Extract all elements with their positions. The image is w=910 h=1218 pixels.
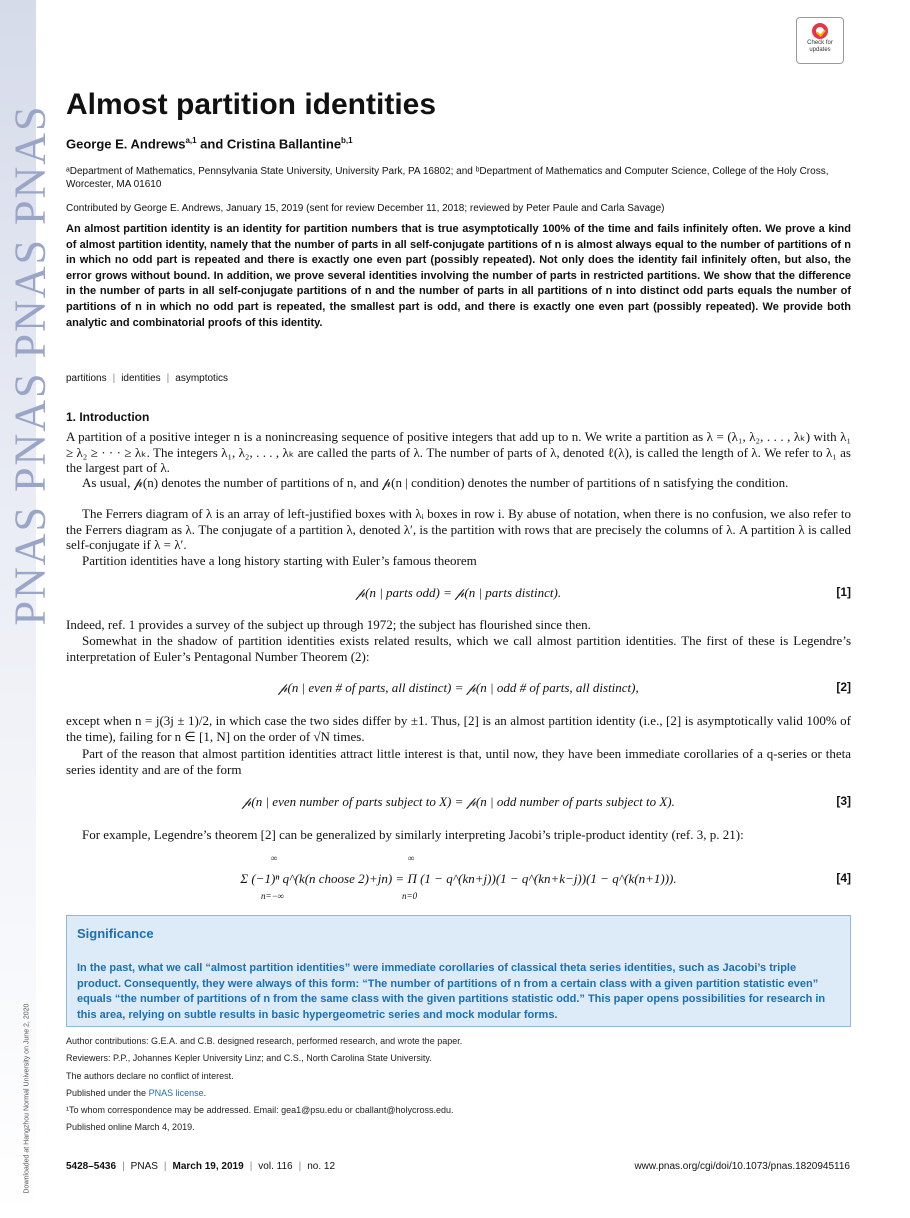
intro-paragraph-4: Partition identities have a long history starting with Euler’s famous theorem	[82, 553, 477, 568]
keyword-identities[interactable]: identities	[121, 373, 161, 384]
author-ballantine[interactable]: Cristina Ballantine	[226, 136, 342, 152]
author-contributions: Author contributions: G.E.A. and C.B. designed research, performed research, and wrote the paper.	[66, 1036, 463, 1046]
intro-paragraph-1: A partition of a positive integer n is a nonincreasing sequence of positive integers that add up to n. We write a partition as λ = (λ₁, λ₂, . . . , λₖ) with λ₁ ≥ λ₂ ≥ · · · ≥ λₖ. The integers λ₁, λ₂, . . . , λₖ are called the parts of λ. The number of parts of λ, denoted ℓ(λ), is called the length of λ. We refer to λ₁ as the largest part of λ.	[66, 429, 851, 476]
reviewers-note: Reviewers: P.P., Johannes Kepler University Linz; and C.S., North Carolina State University.	[66, 1053, 432, 1063]
equation-4-sum-upper: ∞	[271, 853, 278, 863]
author-andrews[interactable]: George E. Andrews	[66, 136, 186, 152]
significance-box	[66, 915, 851, 1027]
equation-2	[66, 680, 851, 698]
footer-pages: 5428–5436	[66, 1161, 117, 1172]
equation-1	[66, 585, 851, 603]
contributed-line: Contributed by George E. Andrews, January 15, 2019 (sent for review December 11, 2018; reviewed by Peter Paule and Carla Savage)	[66, 203, 665, 214]
footer-date: March 19, 2019	[172, 1161, 244, 1172]
intro-paragraph-9: For example, Legendre’s theorem [2] can be generalized by similarly interpreting Jacobi’s triple-product identity (ref. 3, p. 21):	[82, 827, 744, 842]
intro-paragraph-3: The Ferrers diagram of λ is an array of left-justified boxes with λᵢ boxes in row i. By abuse of notation, when there is no confusion, we also refer to the Ferrers diagram as λ. The conjugate of a partition λ, denoted λ′, is the partition with rows that are precisely the columns of λ. A partition λ is called self-conjugate if λ = λ′.	[66, 506, 851, 553]
equation-3	[66, 794, 851, 812]
keyword-partitions[interactable]: partitions	[66, 373, 107, 384]
abstract: An almost partition identity is an identity for partition numbers that is true asymptotically 100% of the time and fails infinitely often. We prove a kind of almost partition identity, namely that the number of parts in all self-conjugate partitions of n is almost always equal to the number of partitions of n in which no odd part is repeated and there is exactly one even part (possibly repeated). Not only does the identity fail infinitely often, but also, the error grows without bound. In addition, we prove several identities involving the number of parts in restricted partitions. We show that the difference in the number of parts in all self-conjugate partitions of n and the number of parts in all partitions of n into distinct odd parts equals the number of partitions of n in which no odd part is repeated, the smallest part is odd, and there is exactly one even part (possibly repeated). We provide both analytic and combinatorial proofs of this identity.	[66, 223, 851, 329]
section-heading-introduction: 1. Introduction	[66, 410, 150, 424]
footer-citation: 5428–5436 | PNAS | March 19, 2019 | vol. 116 | no. 12	[66, 1161, 336, 1172]
article-title: Almost partition identities	[66, 88, 437, 121]
equation-4-number[interactable]: [4]	[836, 871, 851, 885]
intro-paragraph-5: Indeed, ref. 1 provides a survey of the subject up through 1972; the subject has flourished since then.	[66, 617, 591, 632]
author-list	[66, 136, 353, 151]
equation-2-expr: 𝓅(n | even # of parts, all distinct) = 𝓅(n | odd # of parts, all distinct),	[278, 680, 639, 695]
check-updates-label-1: Check for	[807, 40, 833, 46]
license-note	[66, 1088, 206, 1098]
equation-4-prod-lower: n=0	[402, 891, 418, 901]
footer-doi-link[interactable]: www.pnas.org/cgi/doi/10.1073/pnas.1820945116	[634, 1161, 850, 1172]
pnas-license-link[interactable]: PNAS license	[148, 1088, 204, 1098]
intro-paragraph-2: As usual, 𝓅(n) denotes the number of partitions of n, and 𝓅(n | condition) denotes the number of partitions of n satisfying the condition.	[82, 475, 789, 490]
equation-1-expr: 𝓅(n | parts odd) = 𝓅(n | parts distinct).	[355, 585, 562, 600]
license-prefix: Published under the	[66, 1088, 149, 1098]
equation-4	[66, 853, 851, 903]
download-note: Downloaded at Hangzhou Normal University on June 2, 2020	[23, 1003, 31, 1194]
license-suffix: .	[203, 1088, 207, 1098]
equation-3-number[interactable]: [3]	[836, 794, 851, 808]
equation-3-expr: 𝓅(n | even number of parts subject to X) = 𝓅(n | odd number of parts subject to X).	[242, 794, 675, 809]
author-joiner: and	[196, 136, 227, 152]
footer-volume: vol. 116	[258, 1161, 293, 1172]
check-updates-label-2: updates	[809, 47, 831, 53]
keywords: partitions | identities | asymptotics	[66, 373, 229, 384]
check-updates-icon	[812, 23, 828, 39]
footer-journal: PNAS	[130, 1161, 158, 1172]
footer-issue: no. 12	[307, 1161, 336, 1172]
significance-text: In the past, what we call “almost partition identities” were immediate corollaries of classical theta series identities, such as Jacobi’s triple product. Consequently, they were always of this form: “The number of partitions of n from a certain class with a given partition statistic even” equals “the number of partitions of n from the same class with the given partitions statistic odd.” This paper opens possibilities for research in this area, relying on subtle results in basic hypergeometric series and mock modular forms.	[77, 962, 826, 1021]
affiliations: ᵃDepartment of Mathematics, Pennsylvania State University, University Park, PA 16802; and ᵇDepartment of Mathematics and Computer Science, College of the Holy Cross, Worcester, MA 01610	[66, 166, 829, 190]
pnas-watermark: PNAS PNAS PNAS PNAS	[5, 104, 55, 626]
published-note: Published online March 4, 2019.	[66, 1122, 195, 1132]
equation-4-expr: Σ (−1)ⁿ q^(k(n choose 2)+jn) = Π (1 − q^(kn+j))(1 − q^(kn+k−j))(1 − q^(k(n+1))).	[240, 871, 677, 886]
correspondence-note: ¹To whom correspondence may be addressed. Email: gea1@psu.edu or cballant@holycross.edu.	[66, 1105, 454, 1115]
equation-1-number[interactable]: [1]	[836, 585, 851, 599]
equation-4-sum-lower: n=−∞	[261, 891, 285, 901]
conflict-note: The authors declare no conflict of interest.	[66, 1071, 234, 1081]
keyword-asymptotics[interactable]: asymptotics	[175, 373, 229, 384]
intro-paragraph-8: Part of the reason that almost partition identities attract little interest is that, until now, they have been immediate corollaries of a q-series or theta series identity and are of the form	[66, 746, 851, 777]
check-for-updates-button[interactable]	[796, 17, 844, 64]
significance-title: Significance	[77, 926, 154, 941]
author2-affil-sup: b,1	[341, 136, 353, 145]
author1-affil-sup: a,1	[185, 136, 197, 145]
intro-paragraph-7: except when n = j(3j ± 1)/2, in which case the two sides differ by ±1. Thus, [2] is an almost partition identity (i.e., [2] is asymptotically valid 100% of the time), failing for n ∈ [1, N] on the order of √N times.	[66, 713, 851, 744]
equation-4-prod-upper: ∞	[408, 853, 415, 863]
equation-2-number[interactable]: [2]	[836, 680, 851, 694]
intro-paragraph-6: Somewhat in the shadow of partition identities exists related results, which we call almost partition identities. The first of these is Legendre’s interpretation of Euler’s Pentagonal Number Theorem (2):	[66, 633, 851, 664]
